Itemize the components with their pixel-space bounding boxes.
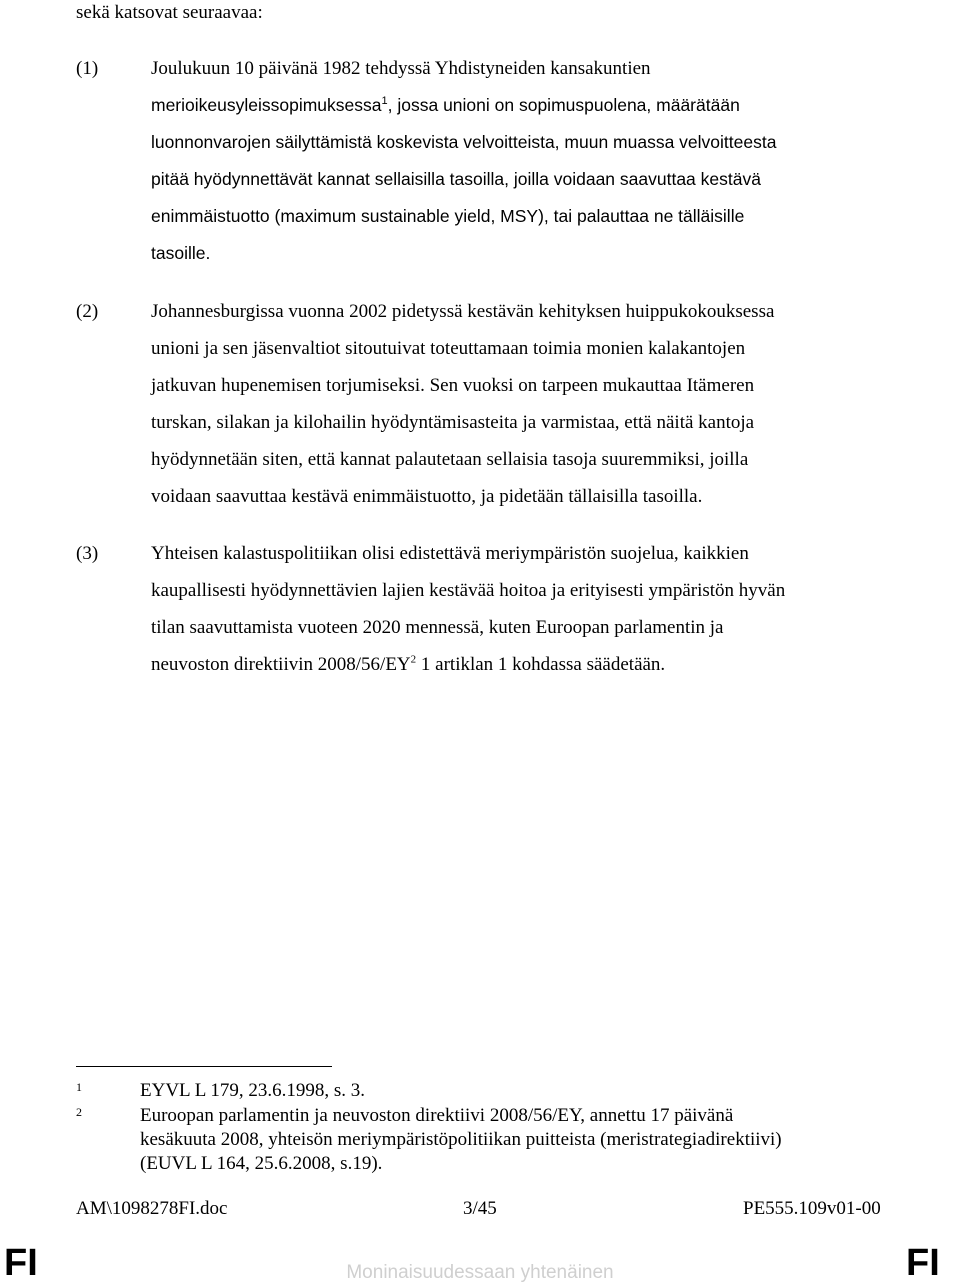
language-code-left: FI <box>4 1242 38 1284</box>
recital-number: (2) <box>76 301 99 322</box>
doc-reference: AM\1098278FI.doc <box>76 1198 228 1219</box>
page-number: 3/45 <box>463 1198 497 1219</box>
recital-line: Joulukuun 10 päivänä 1982 tehdyssä Yhdistyneiden kansakuntien <box>151 58 651 79</box>
footnote-line: EYVL L 179, 23.6.1998, s. 3. <box>140 1080 365 1101</box>
recital-line: unioni ja sen jäsenvaltiot sitoutuivat toteuttamaan toimia monien kalakantojen <box>151 338 746 359</box>
intro-text: sekä katsovat seuraavaa: <box>76 2 263 23</box>
footnote-ref: 2 <box>410 653 417 666</box>
footnote-number: 2 <box>76 1105 82 1119</box>
recital-line: Yhteisen kalastuspolitiikan olisi edistettävä meriympäristön suojelua, kaikkien <box>151 543 749 564</box>
recital-3 <box>76 535 876 683</box>
footnote-separator <box>76 1066 332 1067</box>
recital-line: tilan saavuttamista vuoteen 2020 mennessä, kuten Euroopan parlamentin ja <box>151 617 724 638</box>
recital-2 <box>76 293 876 515</box>
footnote-number: 1 <box>76 1080 82 1094</box>
footnote-2 <box>76 1104 876 1176</box>
footnote-line: (EUVL L 164, 25.6.2008, s.19). <box>140 1153 383 1174</box>
language-code-right: FI <box>906 1242 940 1284</box>
recital-line: enimmäistuotto (maximum sustainable yield, MSY), tai palauttaa ne tälläisille <box>151 206 745 226</box>
recital-1 <box>76 50 876 272</box>
recital-line: voidaan saavuttaa kestävä enimmäistuotto, ja pidetään tällaisilla tasoilla. <box>151 486 703 507</box>
footnote-1 <box>76 1079 876 1103</box>
recital-line: merioikeusyleissopimuksessa$^1$, jossa unioni on sopimuspuolena, määrätään <box>151 95 740 115</box>
pe-reference: PE555.109v01-00 <box>743 1198 881 1219</box>
footnote-line: kesäkuuta 2008, yhteisön meriympäristöpolitiikan puitteista (meristrategiadirektiivi) <box>140 1129 782 1150</box>
footnote-ref: 1 <box>381 95 388 108</box>
recital-line: hyödynnetään siten, että kannat palautetaan sellaisia tasoja suuremmiksi, joilla <box>151 449 749 470</box>
recital-number: (3) <box>76 543 99 564</box>
recital-line: Johannesburgissa vuonna 2002 pidetyssä kestävän kehityksen huippukokouksessa <box>151 301 775 322</box>
recital-line: kaupallisesti hyödynnettävien lajien kestävää hoitoa ja erityisesti ympäristön hyvän <box>151 580 786 601</box>
recital-line: turskan, silakan ja kilohailin hyödyntämisasteita ja varmistaa, että näitä kantoja <box>151 412 755 433</box>
recital-line: neuvoston direktiivin $2008/56/EY^2$ 1 artiklan 1 kohdassa säädetään. <box>151 653 666 675</box>
recital-line: pitää hyödynnettävät kannat sellaisilla tasoilla, joilla voidaan saavuttaa kestävä <box>151 169 761 189</box>
recital-line: jatkuvan hupenemisen torjumiseksi. Sen vuoksi on tarpeen mukauttaa Itämeren <box>151 375 755 396</box>
recital-line: tasoille. <box>151 243 211 263</box>
recital-line: luonnonvarojen säilyttämistä koskevista velvoitteista, muun muassa velvoitteesta <box>151 132 777 152</box>
footnote-line: Euroopan parlamentin ja neuvoston direktiivi 2008/56/EY, annettu 17 päivänä <box>140 1105 734 1126</box>
recital-number: (1) <box>76 58 99 79</box>
motto-watermark: Moninaisuudessaan yhtenäinen <box>346 1262 614 1283</box>
